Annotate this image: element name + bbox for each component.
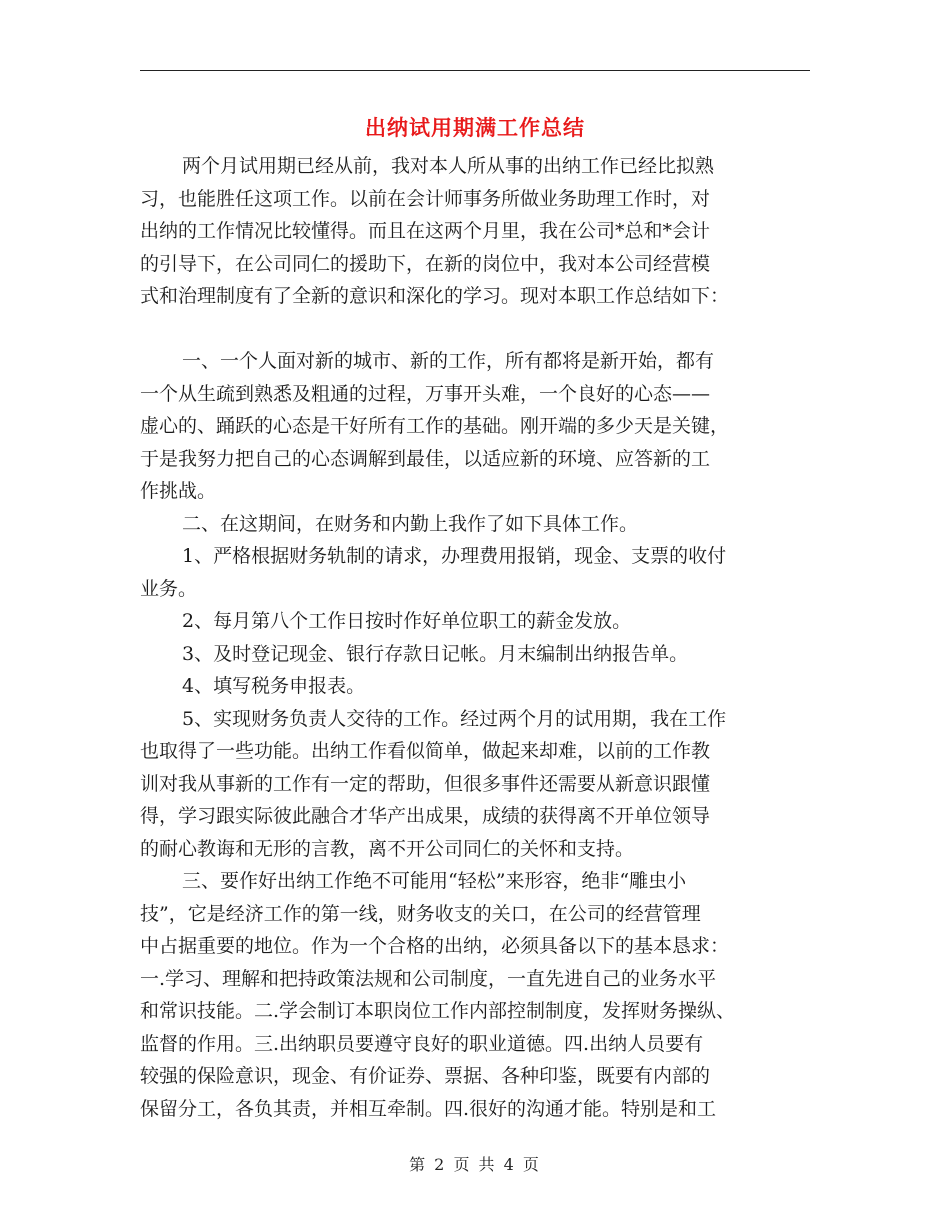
paragraph-line: 1、严格根据财务轨制的请求，办理费用报销，现金、支票的收付 <box>182 545 727 567</box>
paragraph-line: 虚心的、踊跃的心态是干好所有工作的基础。刚开端的多少天是关键， <box>140 415 730 437</box>
paragraph-line: 的引导下，在公司同仁的援助下，在新的岗位中，我对本公司经营模 <box>140 252 711 275</box>
paragraph-line: 一个从生疏到熟悉及粗通的过程，万事开头难，一个良好的心态—— <box>140 382 711 405</box>
paragraph-line: 业务。 <box>140 577 198 600</box>
paragraph-line: 技”，它是经济工作的第一线，财务收支的关口，在公司的经营管理 <box>140 902 701 925</box>
document-title: 出纳试用期满工作总结 <box>365 115 585 140</box>
paragraph-line: 得，学习跟实际彼此融合才华产出成果，成绩的获得离不开单位领导 <box>140 805 711 827</box>
paragraph-line: 一.学习、理解和把持政策法规和公司制度，一直先进自己的业务水平 <box>140 967 717 990</box>
paragraph-line: 也取得了一些功能。出纳工作看似简单，做起来却难，以前的工作教 <box>140 740 711 762</box>
paragraph-line: 作挑战。 <box>140 480 217 502</box>
header-rule <box>140 70 810 71</box>
paragraph-line: 4、填写税务申报表。 <box>182 675 366 697</box>
paragraph-line: 三、要作好出纳工作绝不可能用“轻松”来形容，绝非“雕虫小 <box>182 870 687 892</box>
paragraph-line: 一、一个人面对新的城市、新的工作，所有都将是新开始，都有 <box>182 350 715 372</box>
paragraph-line: 两个月试用期已经从前，我对本人所从事的出纳工作已经比拟熟 <box>182 155 715 177</box>
paragraph-line: 保留分工，各负其责，并相互牵制。四.很好的沟通才能。特别是和工 <box>140 1097 717 1120</box>
paragraph-line: 式和治理制度有了全新的意识和深化的学习。现对本职工作总结如下： <box>140 285 730 307</box>
paragraph-line: 较强的保险意识，现金、有价证券、票据、各种印鉴，既要有内部的 <box>140 1065 711 1087</box>
paragraph-line: 中占据重要的地位。作为一个合格的出纳，必须具备以下的基本恳求： <box>140 935 730 957</box>
paragraph-line: 于是我努力把自己的心态调解到最佳，以适应新的环境、应答新的工 <box>140 447 711 470</box>
paragraph-line: 的耐心教诲和无形的言教，离不开公司同仁的关怀和支持。 <box>140 837 635 860</box>
paragraph-line: 二、在这期间，在财务和内勤上我作了如下具体工作。 <box>182 512 639 535</box>
blank-line <box>140 313 810 346</box>
paragraph-line: 习，也能胜任这项工作。以前在会计师事务所做业务助理工作时，对 <box>140 187 711 210</box>
paragraph-line: 和常识技能。二.学会制订本职岗位工作内部控制制度，发挥财务操纵、 <box>140 1000 736 1022</box>
paragraph-line: 监督的作用。三.出纳职员要遵守良好的职业道德。四.出纳人员要有 <box>140 1032 704 1055</box>
paragraph-line: 3、及时登记现金、银行存款日记帐。月末编制出纳报告单。 <box>182 642 689 665</box>
paragraph-line: 训对我从事新的工作有一定的帮助，但很多事件还需要从新意识跟懂 <box>140 772 711 795</box>
page-footer: 第 2 页 共 4 页 <box>409 1155 541 1174</box>
paragraph-line: 出纳的工作情况比较懂得。而且在这两个月里，我在公司*总和*会计 <box>140 220 711 242</box>
document-body <box>140 150 810 1125</box>
paragraph-line: 2、每月第八个工作日按时作好单位职工的薪金发放。 <box>182 610 632 632</box>
paragraph-line: 5、实现财务负责人交待的工作。经过两个月的试用期，我在工作 <box>182 707 727 730</box>
